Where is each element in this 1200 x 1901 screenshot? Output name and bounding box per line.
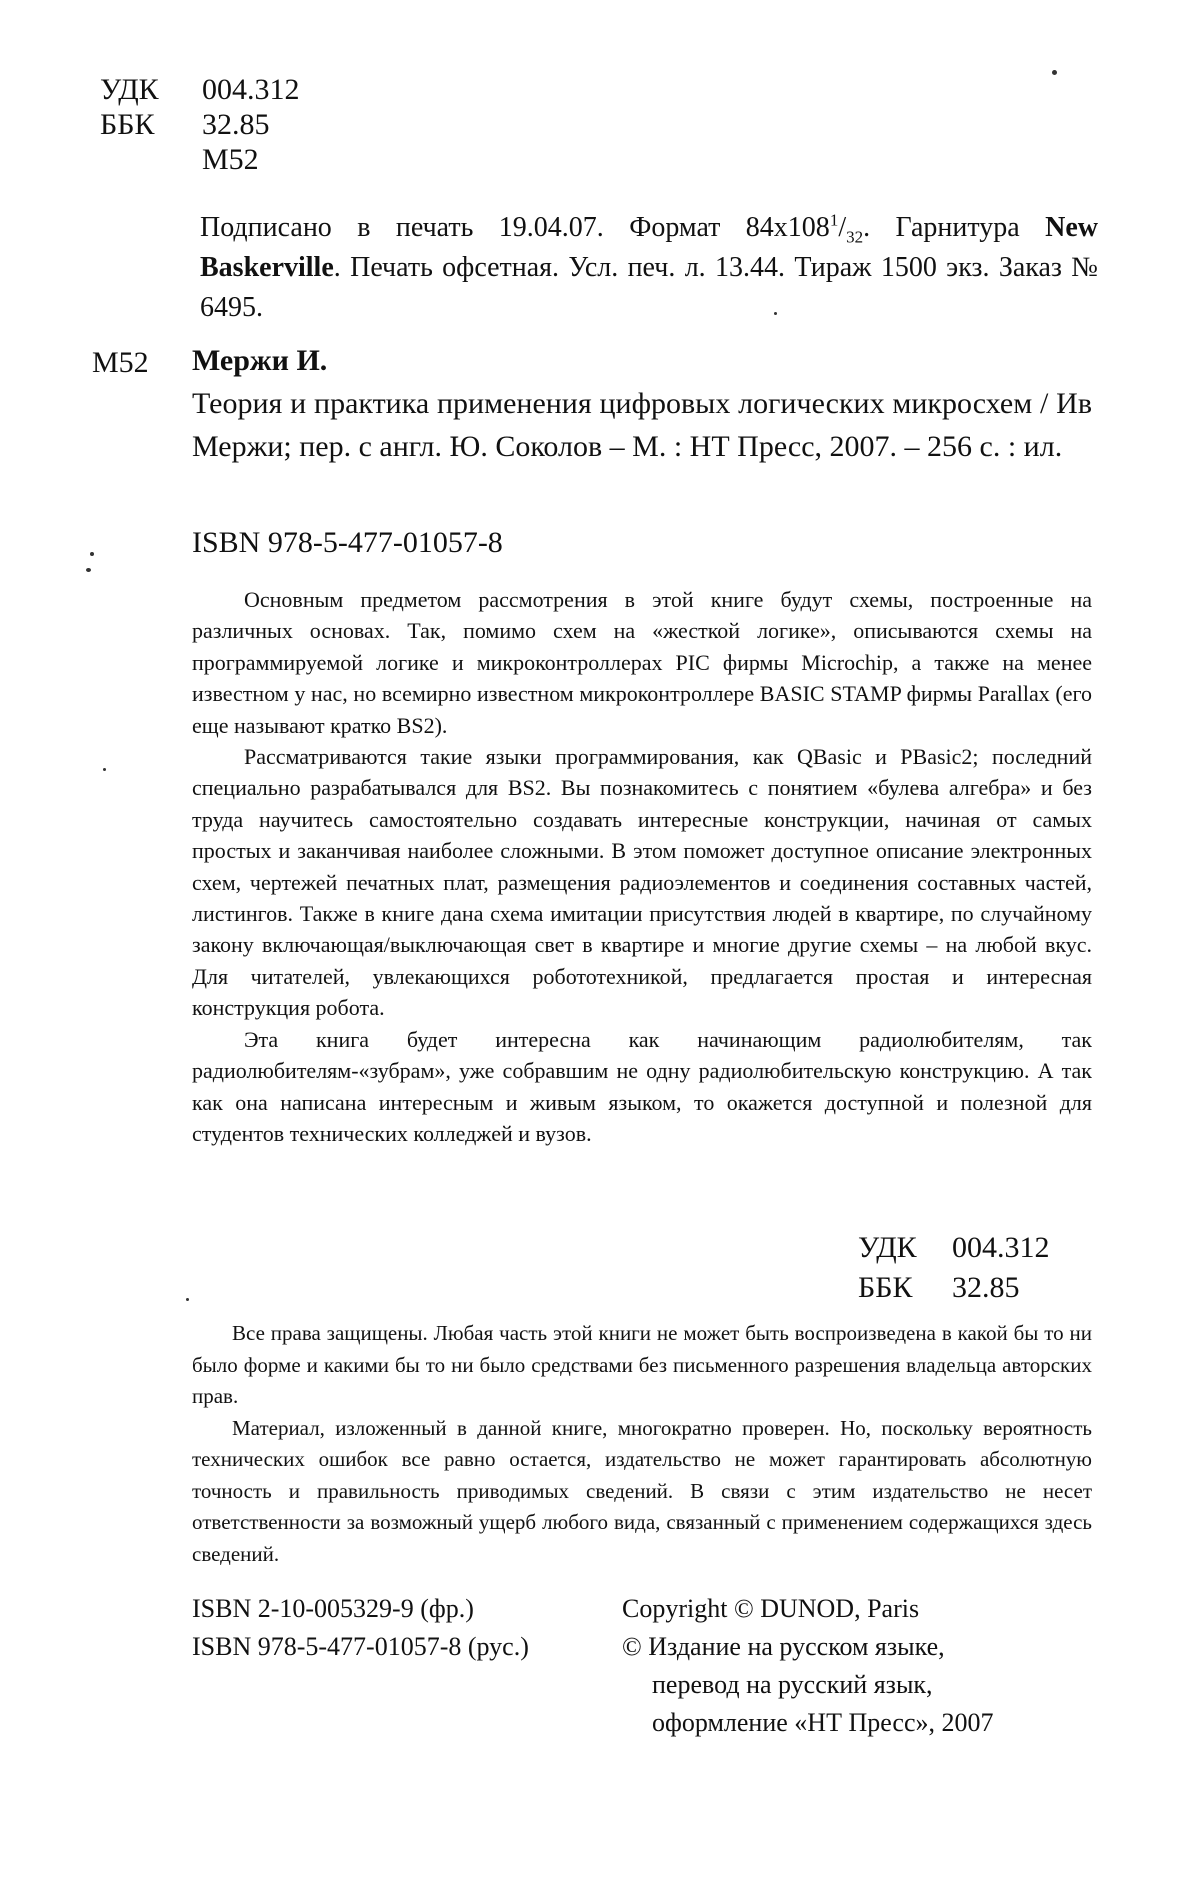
rights-paragraph: Материал, изложенный в данной книге, многократно проверен. Но, поскольку вероятность технических ошибок все равно остается, издательство не может гарантировать абсолютную точность и правильность приводимых сведений. В связи с этим издательство не несет ответственности за возможный ущерб любого вида, связанный с применением содержащихся здесь сведений.	[192, 1415, 1092, 1566]
bbk-value: 32.85	[952, 1271, 1020, 1304]
annotation-paragraph: Основным предметом рассмотрения в этой книге будут схемы, построенные на различных основах. Так, помимо схем на «жесткой логике», описываются схемы на программируемой логике и микроконтроллерах PIC фирмы Microchip, а также на менее известном у нас, но всемирно известном микроконтроллере BASIC STAMP фирмы Parallax (его еще называют кратко BS2).	[192, 587, 1092, 738]
isbn-line: ISBN 978-5-477-01057-8 (рус.)	[192, 1632, 529, 1661]
rights-notice	[192, 1318, 1092, 1570]
isbn-main: ISBN 978-5-477-01057-8	[192, 526, 503, 559]
scan-speck	[86, 568, 91, 572]
udk-label: УДК	[100, 73, 159, 106]
annotation-paragraph: Рассматриваются такие языки программирования, как QBasic и PBasic2; последний специально разрабатывался для BS2. Вы познакомитесь с понятием «булева алгебра» и без труда научитесь самостоятельно создавать интересные конструкции, начиная от самых простых и заканчивая наиболее сложными. В этом поможет доступное описание электронных схем, чертежей печатных плат, размещения радиоэлементов и соединения составных частей, листингов. Также в книге дана схема имитации присутствия людей в квартире, по случайному закону включающая/выключающая свет в квартире и многие другие схемы – на любой вкус. Для читателей, увлекающихся робототехникой, предлагается простая и интересная конструкция робота.	[192, 744, 1092, 1021]
annotation	[192, 584, 1092, 1149]
isbn-list	[192, 1590, 529, 1666]
udk-value: 004.312	[952, 1231, 1050, 1264]
copyright-line: перевод на русский язык,	[652, 1670, 933, 1699]
classification-row	[858, 1228, 1050, 1268]
copyright-line: © Издание на русском языке,	[622, 1632, 945, 1661]
author-name: Мержи И.	[192, 344, 328, 377]
classification-row	[858, 1268, 1050, 1308]
classification-codes	[100, 72, 300, 177]
classification-codes-bottom	[858, 1228, 1050, 1308]
annotation-paragraph: Эта книга будет интересна как начинающим радиолюбителям, так радиолюбителям-«зубрам», уже собравшим не одну радиолюбительскую конструкцию. А так как она написана интересным и живым языком, то окажется доступной и полезной для студентов технических колледжей и вузов.	[192, 1026, 1092, 1146]
bbk-label: ББК	[100, 108, 155, 141]
classification-row	[100, 107, 300, 142]
isbn-line: ISBN 2-10-005329-9 (фр.)	[192, 1594, 474, 1623]
bibliographic-title: Теория и практика применения цифровых логических микросхем / Ив Мержи; пер. с англ. Ю. Соколов – М. : НТ Пресс, 2007. – 256 с. : ил.	[192, 387, 1092, 463]
scan-speck	[774, 312, 777, 315]
scan-speck	[186, 1298, 189, 1301]
print-imprint	[200, 208, 1098, 328]
author-mark-label	[100, 142, 202, 177]
bbk-value: 32.85	[202, 108, 270, 141]
scan-speck	[103, 768, 106, 771]
imprint-text: . Гарнитура	[863, 212, 1020, 243]
imprint-text: . Печать офсетная. Усл. печ. л. 13.44. Тираж 1500 экз. Заказ № 6495.	[200, 252, 1098, 323]
classification-row	[100, 72, 300, 107]
udk-label: УДК	[858, 1231, 917, 1264]
scan-speck	[1052, 70, 1057, 75]
format-slash: /	[838, 212, 847, 243]
scan-speck	[90, 552, 94, 556]
copyright-line: оформление «НТ Пресс», 2007	[652, 1708, 994, 1737]
copyright-line: Copyright © DUNOD, Paris	[622, 1594, 920, 1623]
typeface-name: New Baskerville	[200, 212, 1098, 283]
format-subscript: 32	[846, 227, 864, 247]
udk-value: 004.312	[202, 73, 300, 106]
catalog-code: М52	[92, 346, 149, 379]
imprint-text: Подписано в печать 19.04.07. Формат 84x108	[200, 212, 830, 243]
copyright-block	[622, 1590, 994, 1742]
rights-paragraph: Все права защищены. Любая часть этой книги не может быть воспроизведена в какой бы то ни было форме и какими бы то ни было средствами без письменного разрешения владельца авторских прав.	[192, 1321, 1092, 1408]
classification-row	[100, 142, 300, 177]
bbk-label: ББК	[858, 1271, 913, 1304]
format-superscript: 1	[829, 210, 839, 230]
author-mark-value: М52	[202, 143, 259, 176]
